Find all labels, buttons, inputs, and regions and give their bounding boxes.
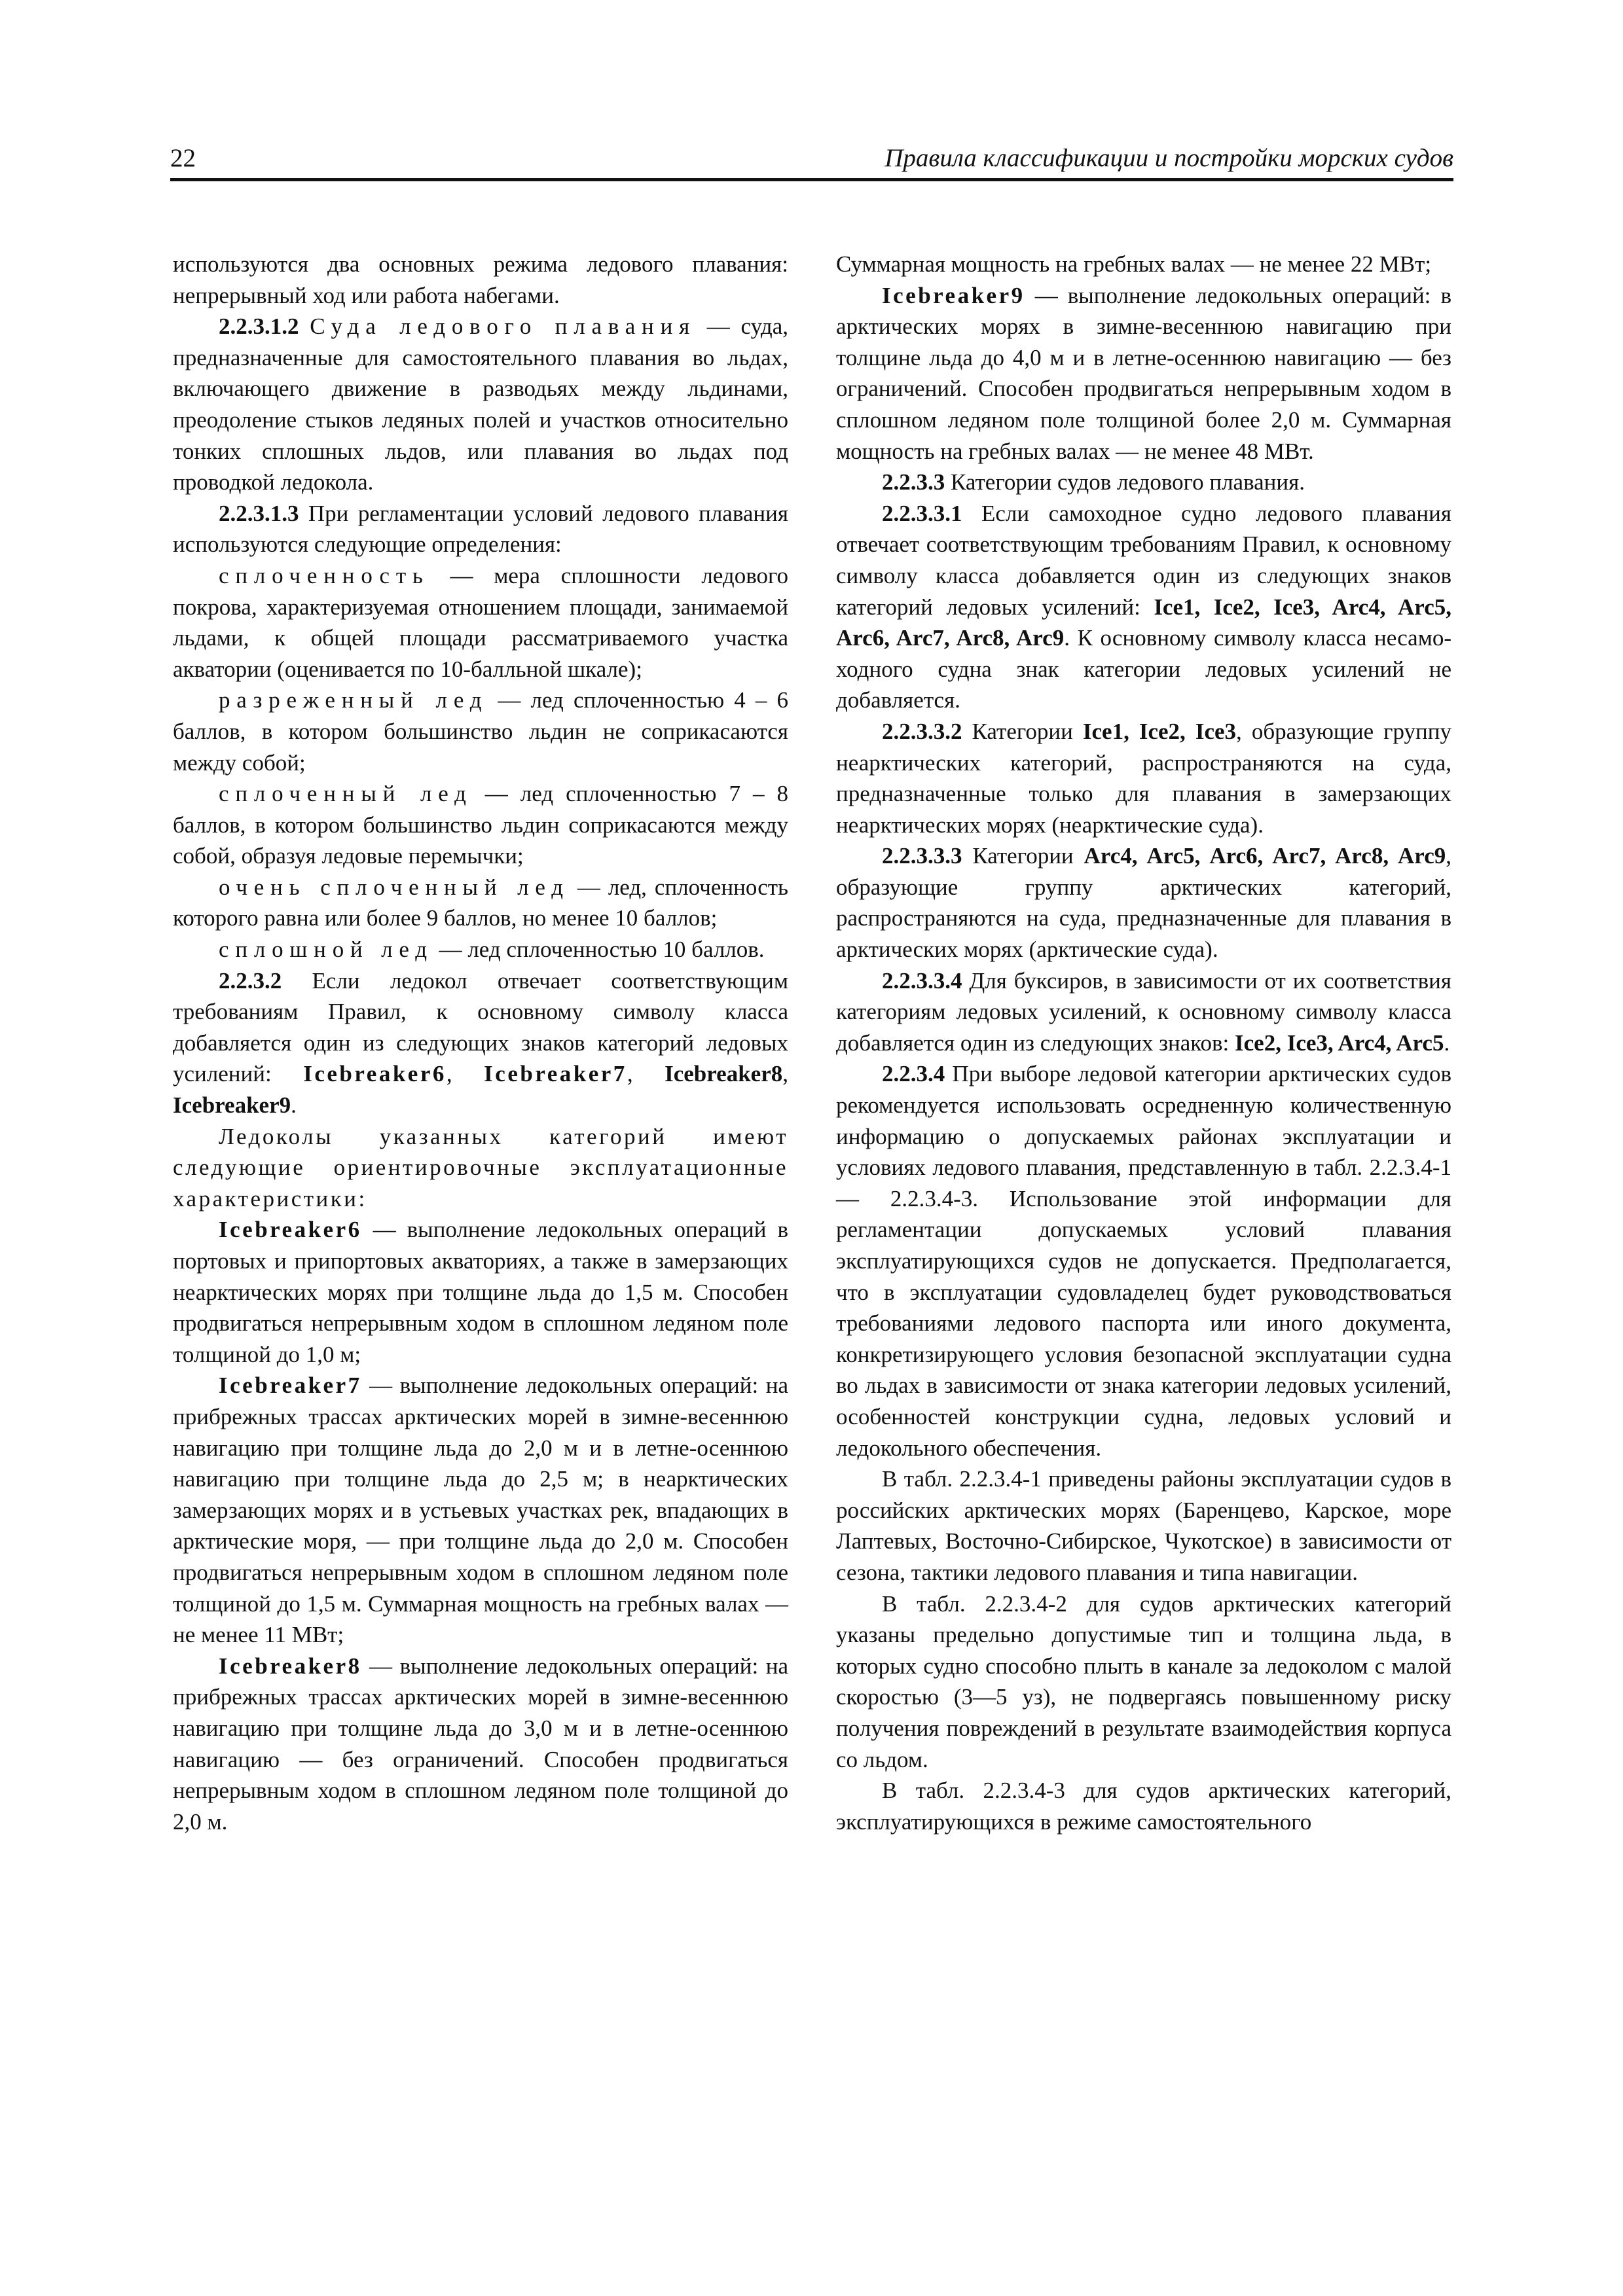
clause-text: Если самоходное судно ледового плавания отвечает соответствующим требованиям Правил, к основному символу класса добавляется один из следующих знаков категорий ледовых усилений:	[836, 500, 1451, 620]
icebreaker9-term: Icebreaker9	[882, 282, 1025, 308]
separator: ,	[627, 1061, 665, 1087]
ice-category-list: Ice1, Ice2, Ice3	[1082, 718, 1237, 744]
clause-number: 2.2.3.3.1	[882, 500, 962, 526]
page-number: 22	[170, 144, 196, 172]
clause-number: 2.2.3.3.2	[882, 718, 962, 744]
paragraph: В табл. 2.2.3.4-2 для судов арктических категорий указаны предельно допустимые тип и толщина льда, в которых судно способно плыть в канале за ледоколом с малой скоростью (3—5 уз), не подвергаясь повышенному риску получения повреждений в результате взаимодействия корпуса со льдом.	[836, 1590, 1451, 1772]
defined-term: Суда ледового плавания	[310, 314, 697, 340]
clause-text: Если ледокол отвечает соответствующим требованиям Правил, к основному символу класса добавляется один из следующих знаков категорий ледовых усилений:	[173, 967, 788, 1087]
running-title: Правила классификации и постройки морских судов	[884, 144, 1453, 172]
icebreaker6-mark: Icebreaker6	[303, 1061, 447, 1087]
icebreaker9-mark: Icebreaker9	[173, 1092, 291, 1119]
defined-term: сплошной лед	[219, 937, 433, 963]
paragraph: В табл. 2.2.3.4-3 для судов арктических категорий, эксплуатирующихся в режиме самостоятельного	[836, 1778, 1451, 1835]
clause-text: При регламентации условий ледового плавания используются следующие определения:	[173, 500, 788, 558]
icebreaker7-mark: Icebreaker7	[484, 1061, 627, 1087]
separator: ,	[446, 1061, 484, 1087]
right-column	[836, 249, 1451, 1837]
paragraph-2.2.3.4	[836, 1058, 1451, 1463]
definition-text: — лед сплоченностью 10 баллов.	[433, 937, 765, 963]
clause-number: 2.2.3.3.4	[882, 967, 962, 994]
page-header	[170, 139, 1453, 181]
definition-close-ice	[173, 778, 788, 872]
clause-number: 2.2.3.1.3	[219, 500, 299, 526]
definition-text: — лед сплоченностью 7 – 8 баллов, в котором большинство льдин соприкасаются между собой, образуя ледовые перемычки;	[173, 781, 788, 869]
ice-category-list: Ice2, Ice3, Arc4, Arc5	[1235, 1030, 1444, 1056]
paragraph-2.2.3.3.4	[836, 965, 1451, 1059]
definition-concentration	[173, 560, 788, 685]
icebreaker6-description	[173, 1214, 788, 1370]
ice-category-list: Ice1, Ice2, Ice3, Arc4, Arc5, Arc6, Arc7, Arc8, Arc9	[836, 594, 1451, 651]
clause-text: . К основному символу класса несамо-ходного судна знак категории ледовых усилений не добавляется.	[836, 625, 1451, 713]
clause-text: .	[1444, 1030, 1450, 1056]
description-text: — выполнение ледокольных операций в портовых и припортовых акваториях, а также в замерзающих неарктических морях при толщине льда до 1,5 м. Способен продвигаться непрерывным ходом в сплошном ледяном поле толщиной до 1,0 м;	[173, 1217, 788, 1367]
paragraph-2.2.3.2	[173, 965, 788, 1121]
clause-number: 2.2.3.3.3	[882, 843, 962, 869]
clause-text: Категории	[962, 718, 1083, 744]
definition-very-close-ice	[173, 872, 788, 934]
paragraph-2.2.3.3	[836, 467, 1451, 498]
paragraph-2.2.3.3.2	[836, 716, 1451, 840]
icebreaker8-mark: Icebreaker8	[665, 1061, 783, 1087]
defined-term: сплоченный лед	[219, 781, 473, 807]
ice-category-list: Arc4, Arc5, Arc6, Arc7, Arc8, Arc9	[1084, 843, 1446, 869]
clause-text: Категории	[962, 843, 1084, 869]
description-text: — выполнение ледокольных операций: на прибрежных трассах арктических морей в зимне-весеннюю навигацию при толщине льда до 2,0 м и в летне-осеннюю навигацию при толщине льда до 2,5 м; в неарктических замерзающих морях и в устьевых участках рек, впадающих в арктические моря, — при толщине льда до 2,0 м. Способен продвигаться непрерывным ходом в сплошном ледяном поле толщиной до 1,5 м. Суммарная мощность на гребных валах — не менее 11 МВт;	[173, 1372, 788, 1648]
defined-term: разреженный лед	[219, 687, 488, 713]
clause-number: 2.2.3.2	[219, 967, 282, 994]
clause-text: , образующие группу арктических категорий, распространяются на суда, предназначенные для плавания в арктических морях (арктические суда).	[836, 843, 1451, 963]
paragraph-2.2.3.3.3	[836, 840, 1451, 965]
icebreaker8-term: Icebreaker8	[219, 1653, 362, 1679]
definition-open-ice	[173, 685, 788, 778]
clause-number: 2.2.3.4	[882, 1061, 945, 1087]
definition-text: — лед сплоченностью 4 – 6 баллов, в котором большинство льдин не соприкасаются между собой;	[173, 687, 788, 776]
defined-term: очень сплоченный лед	[219, 874, 570, 900]
paragraph-2.2.3.3.1	[836, 498, 1451, 716]
definition-compact-ice	[173, 934, 788, 965]
description-text: — выполнение ледокольных операций: на прибрежных трассах арктических морей в зимне-весеннюю навигацию при толщине льда до 3,0 м и в летне-осеннюю навигацию — без ограничений. Способен продвигаться непрерывным ходом в сплошном ледяном поле толщиной до 2,0 м.	[173, 1653, 788, 1835]
defined-term: сплоченность	[219, 562, 429, 588]
clause-text: Для буксиров, в зависимости от их соответствия категориям ледовых усилений, к основному символу класса добавляется один из следующих знаков:	[836, 967, 1451, 1056]
clause-text: , образующие группу неарктических категорий, распространяются на суда, предназначенные только для плавания в замерзающих неарктических морях (неарктические суда).	[836, 718, 1452, 838]
description-text: — выполнение ледокольных операций: в арктических морях в зимне-весеннюю навигацию при толщине льда до 4,0 м и в летне-осеннюю навигацию — без ограничений. Способен продвигаться непрерывным ходом в сплошном ледяном поле толщиной более 2,0 м. Суммарная мощность на гребных валах — не менее 48 МВт.	[836, 282, 1451, 464]
icebreaker9-description	[836, 280, 1451, 467]
paragraph: В табл. 2.2.3.4-1 приведены районы эксплуатации судов в российских арктических морях (Баренцево, Карское, море Лаптевых, Восточно-Сибирское, Чукотское) в зависимости от сезона, тактики ледового плавания и типа навигации.	[836, 1466, 1451, 1585]
paragraph-2.2.3.1.2	[173, 311, 788, 498]
clause-number: 2.2.3.3	[882, 469, 945, 495]
separator: ,	[782, 1061, 788, 1087]
paragraph: Ледоколы указанных категорий имеют следующие ориентировочные эксплуатационные характеристики:	[173, 1123, 788, 1211]
clause-number: 2.2.3.1.2	[219, 314, 299, 340]
clause-text: Категории судов ледового плавания.	[945, 469, 1305, 495]
paragraph: Суммарная мощность на гребных валах — не менее 22 МВт;	[836, 251, 1432, 277]
clause-text: При выборе ледовой категории арктических судов рекомендуется использовать осредненную количественную информацию о допускаемых районах эксплуатации и условиях ледового плавания, представленную в табл. 2.2.3.4-1 — 2.2.3.4-3. Использование этой информации для регламентации допускаемых условий плавания эксплуатирующихся судов не допускается. Предполагается, что в эксплуатации судовладелец будет руководствоваться требованиями ледового паспорта или иного документа, конкретизирующего условия безопасной эксплуатации судна во льдах в зависимости от знака категории ледовых усилений, особенностей конструкции судна, ледовых условий и ледокольного обеспечения.	[836, 1061, 1451, 1461]
left-column	[173, 249, 788, 1837]
icebreaker7-term: Icebreaker7	[219, 1372, 362, 1399]
paragraph-2.2.3.1.3	[173, 498, 788, 560]
definition-text: — лед, сплоченность которого равна или более 9 баллов, но менее 10 баллов;	[173, 874, 788, 931]
clause-text: — суда, предназначенные для самостоятельного плавания во льдах, включающего движение в разводьях между льдинами, преодоление стыков ледяных полей и участков относительно тонких сплошных льдов, или плавания во льдах под проводкой ледокола.	[173, 314, 789, 495]
icebreaker6-term: Icebreaker6	[219, 1217, 362, 1243]
definition-text: — мера сплошности ледового покрова, характеризуемая отношением площади, занимаемой льдами, к общей площади рассматриваемого участка акватории (оценивается по 10-балльной шкале);	[173, 562, 788, 682]
icebreaker8-description	[173, 1651, 788, 1838]
paragraph: используются два основных режима ледового плавания: непрерывный ход или работа набегами.	[173, 251, 788, 308]
separator: .	[291, 1092, 297, 1119]
icebreaker7-description	[173, 1370, 788, 1650]
